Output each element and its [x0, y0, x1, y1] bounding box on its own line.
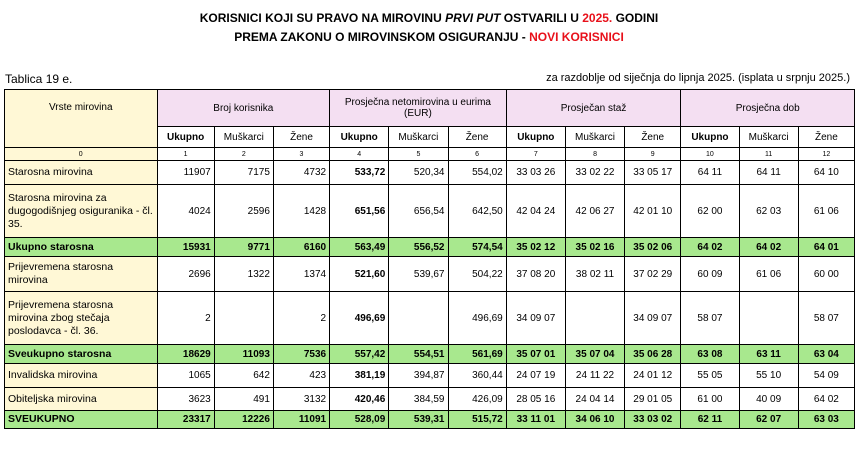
table-cell: [565, 292, 624, 345]
table-cell: 3132: [273, 388, 329, 411]
row-label: Starosna mirovina: [5, 161, 158, 185]
table-cell: 557,42: [330, 345, 389, 364]
table-cell: 520,34: [389, 161, 448, 185]
table-cell: 1322: [214, 257, 273, 292]
header-staz: Prosječan staž: [506, 90, 681, 127]
table-cell: 24 01 12: [625, 364, 681, 388]
table-cell: 12226: [214, 411, 273, 429]
row-label: Ukupno starosna: [5, 238, 158, 257]
summary-row: [5, 345, 855, 364]
table-cell: 504,22: [448, 257, 506, 292]
table-cell: 384,59: [389, 388, 448, 411]
table-row: [5, 161, 855, 185]
table-cell: 24 04 14: [565, 388, 624, 411]
table-cell: 496,69: [448, 292, 506, 345]
table-cell: 54 09: [798, 364, 854, 388]
table-cell: 4024: [157, 185, 214, 238]
table-cell: 642: [214, 364, 273, 388]
table-cell: 55 05: [681, 364, 739, 388]
column-index-row: [5, 148, 855, 161]
table-cell: [739, 292, 798, 345]
table-cell: 4732: [273, 161, 329, 185]
table-cell: 642,50: [448, 185, 506, 238]
table-label: Tablica 19 e.: [5, 72, 73, 86]
table-cell: 11091: [273, 411, 329, 429]
table-cell: 491: [214, 388, 273, 411]
table-cell: [389, 292, 448, 345]
title-line-1: KORISNICI KOJI SU PRAVO NA MIROVINU PRVI PUT OSTVARILI U 2025. GODINI: [199, 11, 659, 25]
table-row: [5, 257, 855, 292]
table-cell: 381,19: [330, 364, 389, 388]
table-cell: 38 02 11: [565, 257, 624, 292]
summary-row: [5, 411, 855, 429]
sub-ukupno: Ukupno: [330, 127, 389, 148]
row-label: SVEUKUPNO: [5, 411, 158, 429]
sub-zene: Žene: [273, 127, 329, 148]
table-cell: 554,51: [389, 345, 448, 364]
table-cell: 35 02 12: [506, 238, 565, 257]
table-cell: 62 03: [739, 185, 798, 238]
table-cell: 426,09: [448, 388, 506, 411]
table-cell: 35 07 04: [565, 345, 624, 364]
row-label: Obiteljska mirovina: [5, 388, 158, 411]
table-cell: 11907: [157, 161, 214, 185]
table-cell: 58 07: [681, 292, 739, 345]
table-cell: 2696: [157, 257, 214, 292]
sub-muskarci: Muškarci: [214, 127, 273, 148]
col-index: 10: [681, 148, 739, 161]
table-cell: 533,72: [330, 161, 389, 185]
col-index: 4: [330, 148, 389, 161]
row-label: Prijevremena starosna mirovina zbog stečaja poslodavca - čl. 36.: [5, 292, 158, 345]
col-index: 0: [5, 148, 158, 161]
pension-table: [4, 89, 855, 429]
table-cell: 63 08: [681, 345, 739, 364]
sub-zene: Žene: [448, 127, 506, 148]
table-cell: 37 02 29: [625, 257, 681, 292]
sub-ukupno: Ukupno: [506, 127, 565, 148]
summary-row: [5, 238, 855, 257]
table-cell: 62 11: [681, 411, 739, 429]
table-cell: 61 06: [798, 185, 854, 238]
table-cell: 64 11: [681, 161, 739, 185]
table-cell: 62 00: [681, 185, 739, 238]
row-label: Prijevremena starosna mirovina: [5, 257, 158, 292]
table-cell: 55 10: [739, 364, 798, 388]
table-cell: 42 04 24: [506, 185, 565, 238]
table-cell: 360,44: [448, 364, 506, 388]
col-index: 8: [565, 148, 624, 161]
table-cell: 35 06 28: [625, 345, 681, 364]
row-label: Invalidska mirovina: [5, 364, 158, 388]
table-cell: 554,02: [448, 161, 506, 185]
table-cell: 64 02: [798, 388, 854, 411]
col-index: 9: [625, 148, 681, 161]
table-cell: 18629: [157, 345, 214, 364]
table-cell: 42 01 10: [625, 185, 681, 238]
table-cell: 64 10: [798, 161, 854, 185]
table-cell: 528,09: [330, 411, 389, 429]
table-cell: 2: [157, 292, 214, 345]
table-cell: 64 11: [739, 161, 798, 185]
table-cell: [214, 292, 273, 345]
table-cell: 515,72: [448, 411, 506, 429]
table-cell: 62 07: [739, 411, 798, 429]
table-cell: 539,31: [389, 411, 448, 429]
title-line-2: PREMA ZAKONU O MIROVINSKOM OSIGURANJU - NOVI KORISNICI: [234, 30, 624, 44]
table-cell: 60 09: [681, 257, 739, 292]
table-cell: 34 06 10: [565, 411, 624, 429]
col-index: 5: [389, 148, 448, 161]
table-cell: 6160: [273, 238, 329, 257]
table-cell: 24 07 19: [506, 364, 565, 388]
table-cell: 34 09 07: [506, 292, 565, 345]
table-cell: 521,60: [330, 257, 389, 292]
table-cell: 496,69: [330, 292, 389, 345]
table-cell: 1065: [157, 364, 214, 388]
table-row: [5, 364, 855, 388]
sub-ukupno: Ukupno: [157, 127, 214, 148]
table-cell: 35 02 16: [565, 238, 624, 257]
col-index: 11: [739, 148, 798, 161]
table-cell: 7175: [214, 161, 273, 185]
table-cell: 23317: [157, 411, 214, 429]
table-cell: 40 09: [739, 388, 798, 411]
table-cell: 61 00: [681, 388, 739, 411]
col-index: 7: [506, 148, 565, 161]
table-cell: 29 01 05: [625, 388, 681, 411]
table-cell: 420,46: [330, 388, 389, 411]
sub-muskarci: Muškarci: [389, 127, 448, 148]
table-cell: 58 07: [798, 292, 854, 345]
header-vrste: Vrste mirovina: [5, 90, 158, 148]
table-cell: 2596: [214, 185, 273, 238]
table-cell: 63 04: [798, 345, 854, 364]
table-row: [5, 388, 855, 411]
col-index: 3: [273, 148, 329, 161]
sub-zene: Žene: [625, 127, 681, 148]
col-index: 1: [157, 148, 214, 161]
table-cell: 64 02: [739, 238, 798, 257]
table-cell: 33 11 01: [506, 411, 565, 429]
table-cell: 563,49: [330, 238, 389, 257]
table-cell: 11093: [214, 345, 273, 364]
header-broj-korisnika: Broj korisnika: [157, 90, 330, 127]
sub-ukupno: Ukupno: [681, 127, 739, 148]
table-cell: 37 08 20: [506, 257, 565, 292]
table-cell: 35 02 06: [625, 238, 681, 257]
table-cell: 28 05 16: [506, 388, 565, 411]
table-cell: 15931: [157, 238, 214, 257]
header-netomirovina: Prosječna netomirovina u eurima (EUR): [330, 90, 507, 127]
table-cell: 63 11: [739, 345, 798, 364]
table-cell: 33 05 17: [625, 161, 681, 185]
table-cell: 42 06 27: [565, 185, 624, 238]
row-label: Sveukupno starosna: [5, 345, 158, 364]
table-cell: 33 03 02: [625, 411, 681, 429]
col-index: 12: [798, 148, 854, 161]
table-cell: 1374: [273, 257, 329, 292]
sub-muskarci: Muškarci: [565, 127, 624, 148]
table-cell: 60 00: [798, 257, 854, 292]
table-cell: 34 09 07: [625, 292, 681, 345]
table-cell: 9771: [214, 238, 273, 257]
table-cell: 33 03 26: [506, 161, 565, 185]
table-cell: 423: [273, 364, 329, 388]
table-cell: 64 01: [798, 238, 854, 257]
row-label: Starosna mirovina za dugogodišnjeg osiguranika - čl. 35.: [5, 185, 158, 238]
col-index: 6: [448, 148, 506, 161]
table-cell: 35 07 01: [506, 345, 565, 364]
table-cell: 33 02 22: [565, 161, 624, 185]
table-row: [5, 292, 855, 345]
table-cell: 63 03: [798, 411, 854, 429]
table-cell: 539,67: [389, 257, 448, 292]
table-cell: 24 11 22: [565, 364, 624, 388]
header-dob: Prosječna dob: [681, 90, 855, 127]
table-cell: 64 02: [681, 238, 739, 257]
table-cell: 3623: [157, 388, 214, 411]
period-note: za razdoblje od siječnja do lipnja 2025. (isplata u srpnju 2025.): [546, 72, 850, 84]
table-cell: 7536: [273, 345, 329, 364]
sub-muskarci: Muškarci: [739, 127, 798, 148]
table-cell: 561,69: [448, 345, 506, 364]
table-cell: 1428: [273, 185, 329, 238]
table-cell: 556,52: [389, 238, 448, 257]
table-cell: 656,54: [389, 185, 448, 238]
sub-zene: Žene: [798, 127, 854, 148]
table-cell: 394,87: [389, 364, 448, 388]
table-row: [5, 185, 855, 238]
table-cell: 2: [273, 292, 329, 345]
table-cell: 61 06: [739, 257, 798, 292]
col-index: 2: [214, 148, 273, 161]
table-cell: 574,54: [448, 238, 506, 257]
table-cell: 651,56: [330, 185, 389, 238]
